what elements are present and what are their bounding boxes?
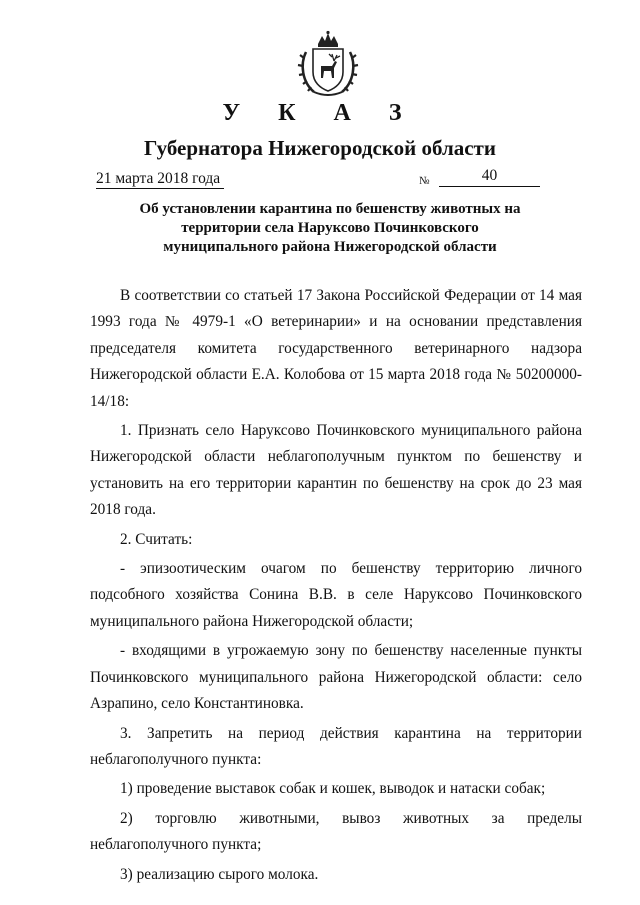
title-line: Об установлении карантина по бешенству животных на xyxy=(139,201,521,217)
clause-3-paragraph: 3. Запретить на период действия карантина на территории неблагополучного пункта: xyxy=(90,724,582,768)
decree-body xyxy=(90,283,582,888)
number-label: № xyxy=(419,175,430,187)
clause-2-item-paragraph: - эпизоотическим очагом по бешенству территорию личного подсобного хозяйства Сонина В.В. в селе Наруксово Починковского муниципального района Нижегородской области; xyxy=(90,560,582,630)
decree-title xyxy=(110,200,550,257)
clause-3-item-paragraph: 1) проведение выставок собак и кошек, выводок и натаски собак; xyxy=(120,780,546,798)
issuer-title: Губернатора Нижегородской области xyxy=(144,136,496,160)
coat-of-arms-emblem xyxy=(296,30,360,98)
clause-2-item-paragraph: - входящими в угрожаемую зону по бешенству населенные пункты Починковского муниципального района Нижегородской области: село Азрапино, село Константиновка. xyxy=(90,642,582,713)
clause-3-item-paragraph: 2) торговлю животными, вывоз животных за пределы неблагополучного пункта; xyxy=(90,809,582,854)
clause-1-paragraph: 1. Признать село Наруксово Починковского муниципального района Нижегородской области неблагополучным пунктом по бешенству и установить на его территории карантин по бешенству на срок до 23 мая 2018 года. xyxy=(90,422,582,519)
decree-number: 40 xyxy=(439,166,540,187)
preamble-paragraph: В соответствии со статьей 17 Закона Российской Федерации от 14 мая 1993 года № 4979-1 «О ветеринарии» и на основании представления председателя комитета государственного ветеринарного надзора Нижегородской области Е.А. Колобова от 15 марта 2018 года № 50200000-14/18: xyxy=(90,287,582,410)
title-line: территории села Наруксово Починковского xyxy=(181,220,479,236)
decree-heading: У К А З xyxy=(222,100,418,126)
clause-2-paragraph: 2. Считать: xyxy=(120,530,193,548)
title-line: муниципального района Нижегородской области xyxy=(163,239,497,255)
decree-date: 21 марта 2018 года xyxy=(96,170,224,189)
clause-3-item-paragraph: 3) реализацию сырого молока. xyxy=(120,865,319,883)
